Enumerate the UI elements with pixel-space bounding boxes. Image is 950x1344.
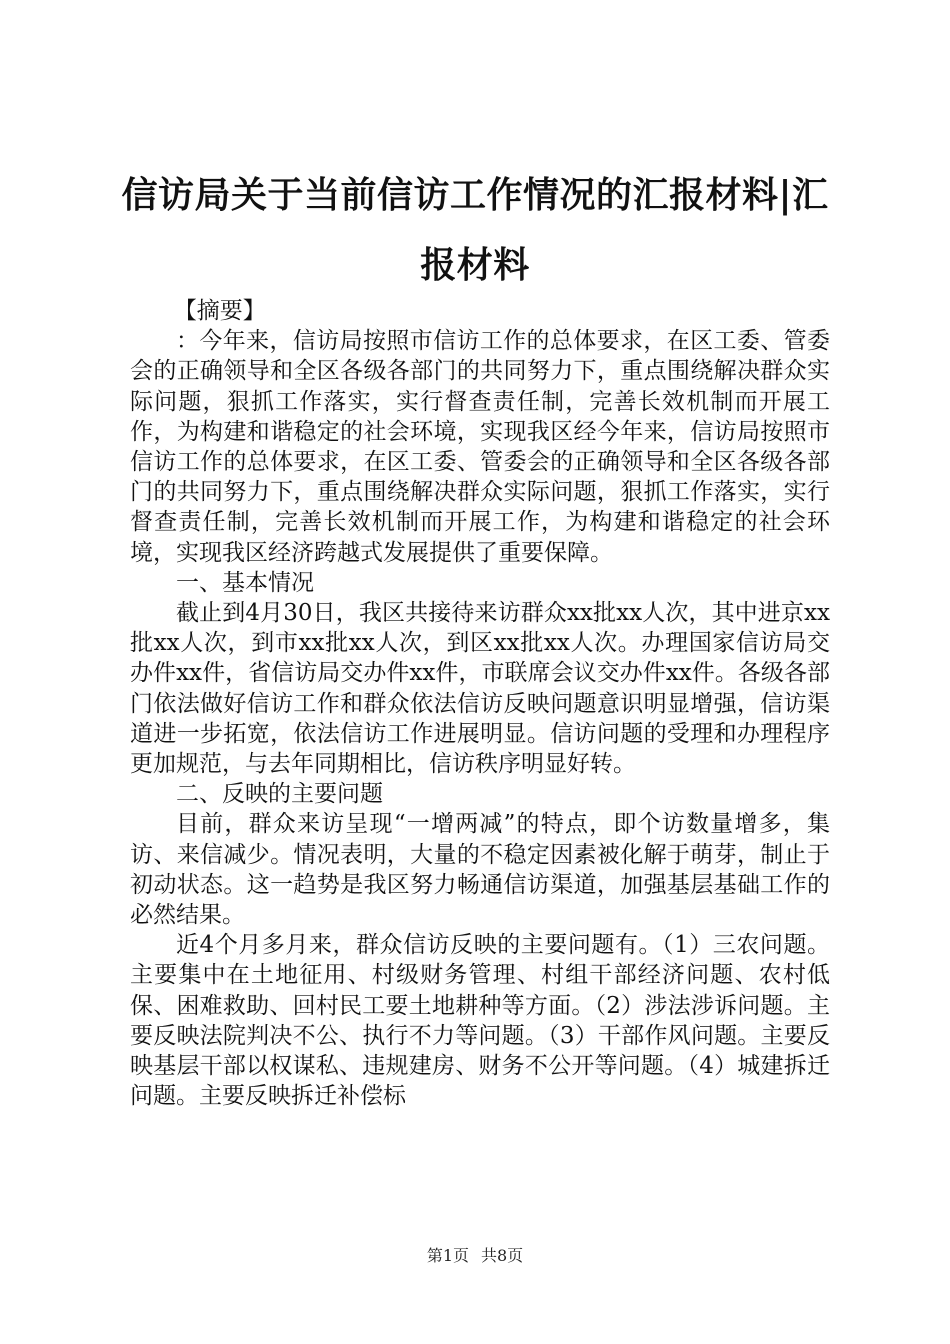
main-issues-paragraph-2: 近4个月多月来，群众信访反映的主要问题有。（1）三农问题。主要集中在土地征用、村级财务管理、村组干部经济问题、农村低保、困难救助、回村民工要土地耕种等方面。（2）涉法涉诉问题。主要反映法院判决不公、执行不力等问题。（3）干部作风问题。主要反映基层干部以权谋私、违规建房、财务不公开等问题。（4）城建拆迁问题。主要反映拆迁补偿标 — [130, 932, 830, 1110]
summary-paragraph: ：今年来，信访局按照市信访工作的总体要求，在区工委、管委会的正确领导和全区各级各部门的共同努力下，重点围绕解决群众实际问题，狠抓工作落实，实行督查责任制，完善长效机制而开展工作，为构建和谐稳定的社会环境，实现我区经今年来，信访局按照市信访工作的总体要求，在区工委、管委会的正确领导和全区各级各部门的共同努力下，重点围绕解决群众实际问题，狠抓工作落实，实行督查责任制，完善长效机制而开展工作，为构建和谐稳定的社会环境，实现我区经济跨越式发展提供了重要保障。 — [130, 328, 830, 566]
page-footer — [0, 1243, 950, 1266]
section-heading-basic-situation: 一、基本情况 — [176, 569, 314, 596]
document-title: 信访局关于当前信访工作情况的汇报材料|汇报材料 — [121, 174, 829, 286]
main-issues-paragraph-1: 目前，群众来访呈现“一增两减”的特点，即个访数量增多，集访、来信减少。情况表明，大量的不稳定因素被化解于萌芽，制止于初动状态。这一趋势是我区努力畅通信访渠道，加强基层基础工作的必然结果。 — [130, 811, 830, 929]
section-heading-main-issues: 二、反映的主要问题 — [176, 781, 383, 808]
basic-situation-paragraph: 截止到4月30日，我区共接待来访群众xx批xx人次，其中进京xx批xx人次，到市xx批xx人次，到区xx批xx人次。办理国家信访局交办件xx件，省信访局交办件xx件，市联席会议交办件xx件。各级各部门依法做好信访工作和群众依法信访反映问题意识明显增强，信访渠道进一步拓宽，依法信访工作进展明显。信访问题的受理和办理程序更加规范，与去年同期相比，信访秩序明显好转。 — [130, 600, 830, 778]
summary-label: 【摘要】 — [173, 298, 266, 324]
page-number: 第1页 — [426, 1246, 469, 1265]
document-body — [130, 296, 830, 1111]
page-total: 共8页 — [481, 1246, 524, 1265]
